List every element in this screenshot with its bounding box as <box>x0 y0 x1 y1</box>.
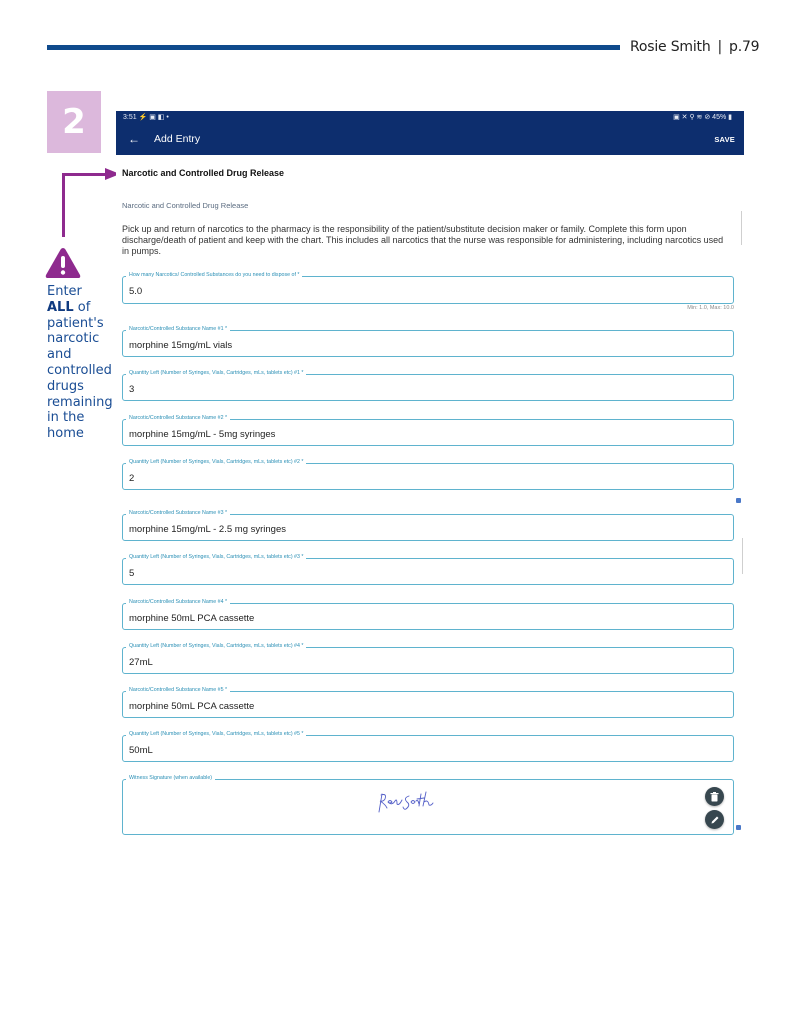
field-label: Witness Signature (when available) <box>126 775 215 781</box>
battery-level: 45% <box>712 114 727 121</box>
status-bar-left <box>123 113 169 121</box>
pencil-icon <box>710 815 720 825</box>
field-value: 5.0 <box>129 286 143 297</box>
field-value: 50mL <box>129 745 153 756</box>
page-header <box>630 39 759 55</box>
form-description: Pick up and return of narcotics to the pharmacy is the responsibility of the patient/substitute decision maker or family. Complete this form upon discharge/death of patient and keep with the chart. This includes all narcotics that the nurse was responsible for administering, including narcotics used in pumps. <box>122 224 724 257</box>
substance-name-field-1[interactable] <box>122 326 734 357</box>
header-separator: | <box>717 39 723 55</box>
field-label: How many Narcotics/ Controlled Substances do you need to dispose of * <box>126 272 302 278</box>
step-number-badge: 2 <box>47 91 101 153</box>
bookmark-dot-icon <box>736 498 741 503</box>
clear-signature-button[interactable] <box>705 787 724 806</box>
note-suffix: of patient's narcotic and controlled drugs remaining in the home <box>47 299 113 442</box>
callout-arrow-line-horizontal <box>62 173 106 176</box>
app-bar-title: Add Entry <box>154 133 201 145</box>
status-bar-right <box>673 113 732 121</box>
system-icons: ▣ ✕ ⚲ ≋ ⊘ <box>673 114 711 121</box>
field-value: morphine 50mL PCA cassette <box>129 613 255 624</box>
edit-signature-button[interactable] <box>705 810 724 829</box>
quantity-left-field-2[interactable] <box>122 459 734 490</box>
field-value: morphine 15mg/mL vials <box>129 340 233 351</box>
count-field-hint: Min: 1.0, Max: 10.0 <box>687 305 734 311</box>
note-emphasis: ALL <box>47 299 74 315</box>
battery-icon: ▮ <box>728 114 732 121</box>
field-label: Narcotic/Controlled Substance Name #3 * <box>126 510 230 516</box>
bookmark-dot-icon <box>736 825 741 830</box>
app-bar <box>116 111 744 155</box>
field-label: Quantity Left (Number of Syringes, Vials, Cartridges, mLs, tablets etc) #5 * <box>126 731 306 737</box>
form-title: Narcotic and Controlled Drug Release <box>122 168 285 178</box>
field-value: 2 <box>129 473 135 484</box>
back-arrow-icon[interactable]: ← <box>128 132 140 146</box>
field-value: morphine 50mL PCA cassette <box>129 701 255 712</box>
status-time: 3:51 <box>123 114 137 121</box>
warning-triangle-icon <box>45 247 81 279</box>
field-value: morphine 15mg/mL - 5mg syringes <box>129 429 276 440</box>
field-label: Quantity Left (Number of Syringes, Vials, Cartridges, mLs, tablets etc) #3 * <box>126 554 306 560</box>
field-label: Quantity Left (Number of Syringes, Vials, Cartridges, mLs, tablets etc) #2 * <box>126 459 306 465</box>
substance-name-field-3[interactable] <box>122 510 734 541</box>
scroll-indicator[interactable] <box>742 538 743 574</box>
narcotic-count-field[interactable] <box>122 272 734 304</box>
substance-name-field-5[interactable] <box>122 687 734 718</box>
callout-note <box>47 284 117 442</box>
field-label: Narcotic/Controlled Substance Name #2 * <box>126 415 230 421</box>
trash-icon <box>710 792 719 802</box>
field-label: Quantity Left (Number of Syringes, Vials, Cartridges, mLs, tablets etc) #1 * <box>126 370 306 376</box>
witness-signature-field[interactable] <box>122 775 734 835</box>
field-label: Narcotic/Controlled Substance Name #4 * <box>126 599 230 605</box>
field-value: 3 <box>129 384 135 395</box>
quantity-left-field-4[interactable] <box>122 643 734 674</box>
field-value: 27mL <box>129 657 153 668</box>
field-label: Narcotic/Controlled Substance Name #5 * <box>126 687 230 693</box>
phone-screenshot <box>116 111 744 841</box>
header-rule <box>47 45 620 50</box>
field-value: 5 <box>129 568 135 579</box>
quantity-left-field-1[interactable] <box>122 370 734 401</box>
page-number: p.79 <box>729 39 760 55</box>
substance-name-field-2[interactable] <box>122 415 734 446</box>
field-value: morphine 15mg/mL - 2.5 mg syringes <box>129 524 286 535</box>
callout-arrow-line-vertical <box>62 173 65 237</box>
field-label: Quantity Left (Number of Syringes, Vials, Cartridges, mLs, tablets etc) #4 * <box>126 643 306 649</box>
notification-icons: ⚡ ▣ ◧ • <box>138 114 169 121</box>
author-name: Rosie Smith <box>630 39 711 55</box>
save-button[interactable]: SAVE <box>714 135 735 144</box>
quantity-left-field-5[interactable] <box>122 731 734 762</box>
signature-drawing <box>373 790 443 820</box>
quantity-left-field-3[interactable] <box>122 554 734 585</box>
substance-name-field-4[interactable] <box>122 599 734 630</box>
field-label: Narcotic/Controlled Substance Name #1 * <box>126 326 230 332</box>
scroll-indicator[interactable] <box>741 211 742 245</box>
note-prefix: Enter <box>47 284 82 299</box>
section-label: Narcotic and Controlled Drug Release <box>122 201 249 210</box>
